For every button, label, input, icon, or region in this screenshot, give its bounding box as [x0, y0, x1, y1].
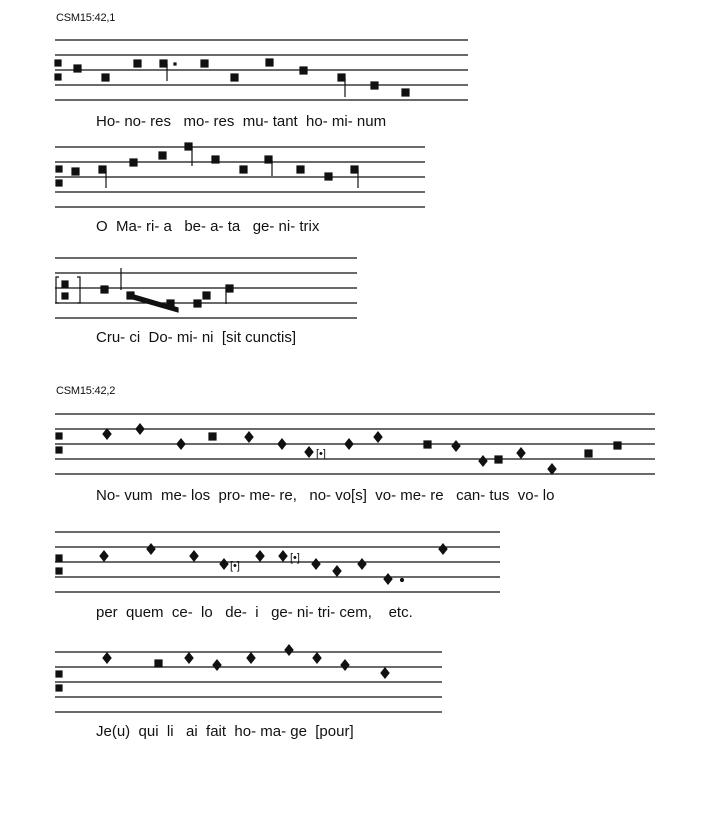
square-notes	[74, 59, 409, 97]
label-csm15-42-2: CSM15:42,2	[56, 385, 116, 397]
editorial-mark: [•]	[230, 560, 240, 572]
label-csm15-42-1: CSM15:42,1	[56, 12, 116, 24]
c-clef-icon	[62, 281, 68, 299]
lyrics-line-5: per quem ce- lo de- i ge- ni- tri- cem, etc.	[96, 604, 413, 621]
staff-3	[55, 258, 357, 318]
square-notes	[72, 143, 358, 188]
staff-5	[55, 532, 500, 592]
lyrics-line-2: O Ma- ri- a be- a- ta ge- ni- trix	[96, 218, 320, 235]
square-notes	[101, 268, 233, 312]
lyrics-line-3: Cru- ci Do- mi- ni [sit cunctis]	[96, 329, 297, 346]
staff-2	[55, 143, 425, 207]
c-clef-icon	[56, 671, 62, 691]
neumes	[103, 424, 621, 474]
editorial-mark: [•]	[316, 448, 326, 460]
c-clef-icon	[56, 166, 62, 186]
lyrics-line-1: Ho- no- res mo- res mu- tant ho- mi- num	[96, 113, 387, 130]
neumes	[103, 645, 389, 678]
neumes	[100, 544, 447, 584]
editorial-mark: [•]	[290, 552, 300, 564]
c-clef-icon	[56, 555, 62, 574]
lyrics-line-4: No- vum me- los pro- me- re, no- vo[s] vo- me- re can- tus vo- lo	[96, 487, 555, 504]
lyrics-line-6: Je(u) qui li ai fait ho- ma- ge [pour]	[96, 723, 354, 740]
staff-1	[55, 40, 468, 100]
staff-4	[55, 414, 655, 474]
staff-6	[55, 645, 442, 712]
c-clef-icon	[56, 433, 62, 453]
